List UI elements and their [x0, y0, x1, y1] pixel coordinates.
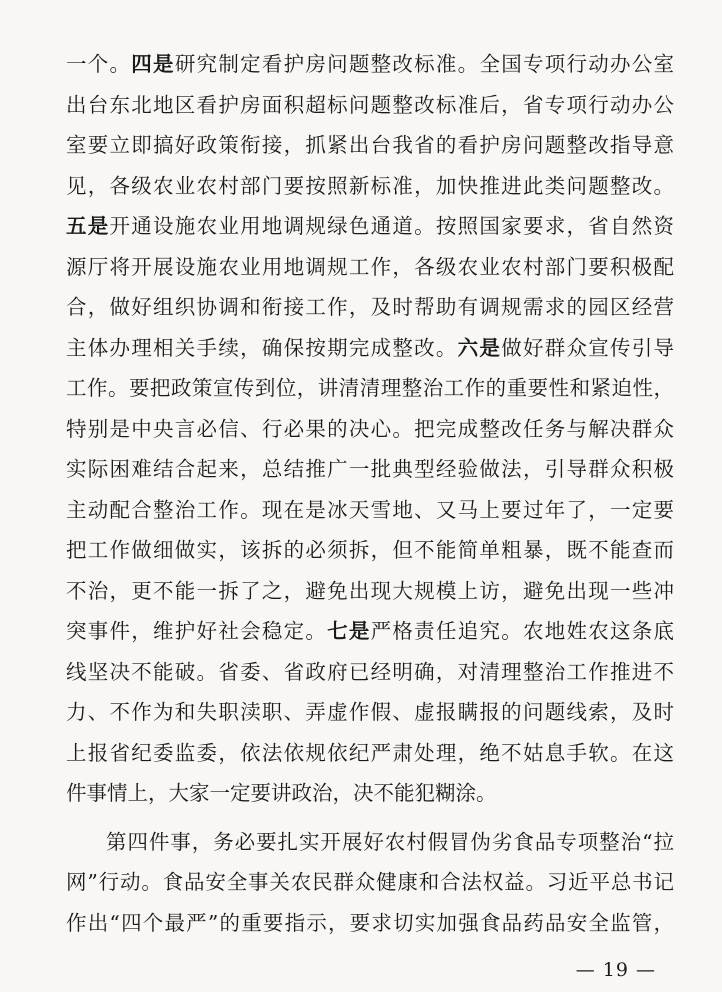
page-number: — 19 — — [575, 959, 656, 981]
text-segment: 力、不作为和失职渎职、弄虚作假、虚报瞒报的问题线索，及时 — [66, 700, 674, 724]
text-line — [66, 773, 674, 814]
point-marker: 五是 — [66, 214, 110, 238]
text-segment: 室要立即搞好政策衔接，抓紧出台我省的看护房问题整改指导意 — [66, 133, 674, 157]
point-marker: 四是 — [131, 52, 175, 76]
text-line — [66, 571, 674, 612]
text-segment: 做好群众宣传引导 — [501, 335, 675, 360]
text-line — [66, 368, 674, 409]
text-segment: 特别是中央言必信、行必果的决心。把完成整改任务与解决群众 — [66, 416, 674, 441]
point-marker: 六是 — [457, 335, 502, 360]
text-line — [66, 247, 674, 288]
point-marker: 七是 — [327, 619, 371, 643]
body-text — [66, 44, 674, 943]
text-segment: 第四件事，务必要扎实开展好农村假冒伪劣食品专项整治“拉 — [106, 829, 674, 854]
text-line — [66, 206, 674, 247]
text-segment: 不治，更不能一拆了之，避免出现大规模上访，避免出现一些冲 — [66, 578, 674, 603]
text-line — [66, 490, 674, 531]
text-line — [66, 125, 674, 166]
text-line — [66, 733, 674, 774]
text-segment: 上报省纪委监委，依法依规依纪严肃处理，绝不姑息手软。在这 — [66, 740, 674, 765]
text-segment: 作出“四个最严”的重要指示，要求切实加强食品药品安全监管， — [66, 910, 674, 935]
text-segment: 源厅将开展设施农业用地调规工作，各级农业农村部门要积极配 — [66, 254, 674, 279]
text-line — [66, 530, 674, 571]
text-segment: 件事情上，大家一定要讲政治，决不能犯糊涂。 — [66, 781, 497, 805]
text-line — [66, 449, 674, 490]
text-line — [66, 287, 674, 328]
text-line — [66, 862, 674, 903]
text-line — [66, 692, 674, 733]
text-segment: 网”行动。食品安全事关农民群众健康和合法权益。习近平总书记 — [66, 870, 674, 894]
paragraph-2 — [66, 822, 674, 944]
text-segment: 实际困难结合起来，总结推广一批典型经验做法，引导群众积极 — [66, 457, 674, 481]
paragraph-1 — [66, 44, 674, 814]
text-line — [66, 44, 674, 85]
text-line — [66, 409, 674, 450]
text-segment: 一个。 — [66, 52, 132, 76]
text-segment: 突事件，维护好社会稳定。 — [66, 619, 328, 643]
text-segment: 合，做好组织协调和衔接工作，及时帮助有调规需求的园区经营 — [66, 295, 674, 319]
text-line — [66, 652, 674, 693]
text-line — [66, 822, 674, 863]
text-segment: 研究制定看护房问题整改标准。全国专项行动办公室 — [174, 52, 675, 76]
text-line — [66, 903, 674, 944]
text-line — [66, 166, 674, 207]
text-line — [66, 328, 674, 369]
text-segment: 把工作做细做实，该拆的必须拆，但不能简单粗暴，既不能查而 — [66, 538, 674, 562]
text-segment: 严格责任追究。农地姓农这条底 — [370, 619, 675, 643]
text-segment: 主体办理相关手续，确保按期完成整改。 — [66, 335, 458, 360]
text-line — [66, 611, 674, 652]
text-segment: 工作。要把政策宣传到位，讲清清理整治工作的重要性和紧迫性， — [66, 376, 674, 400]
text-segment: 出台东北地区看护房面积超标问题整改标准后，省专项行动办公 — [66, 92, 674, 117]
text-segment: 线坚决不能破。省委、省政府已经明确，对清理整治工作推进不 — [66, 659, 674, 684]
text-segment: 开通设施农业用地调规绿色通道。按照国家要求，省自然资 — [109, 214, 675, 238]
text-segment: 见，各级农业农村部门要按照新标准，加快推进此类问题整改。 — [66, 173, 674, 198]
text-segment: 主动配合整治工作。现在是冰天雪地、又马上要过年了，一定要 — [66, 497, 674, 522]
text-line — [66, 85, 674, 126]
